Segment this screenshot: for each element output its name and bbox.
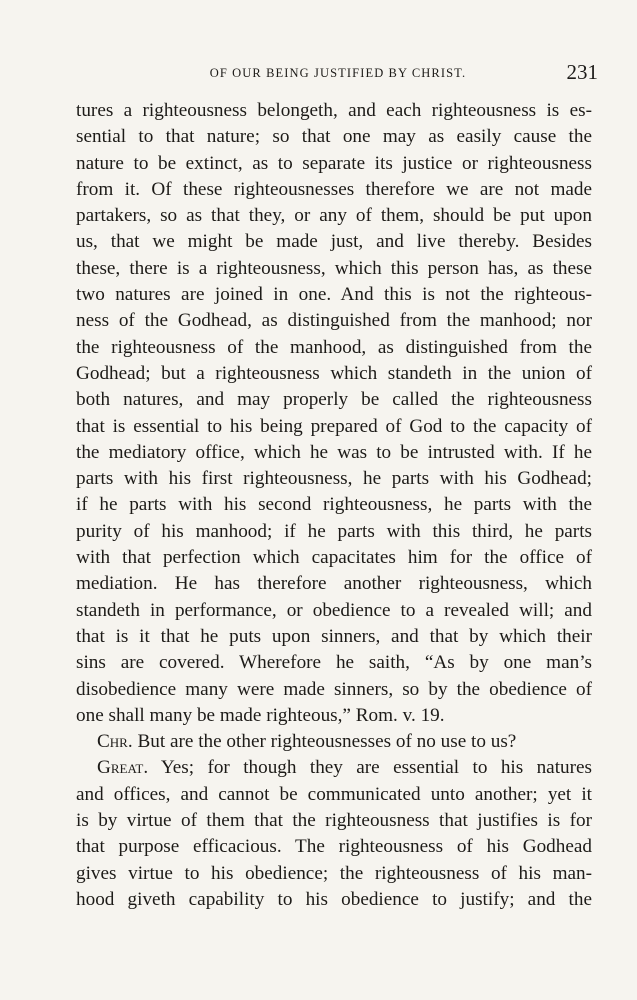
text-line: with that perfection which capacitates him for the office of [76, 547, 592, 569]
page-number: 231 [566, 60, 598, 84]
text-line: that purpose efficacious. The righteousness of his Godhead [76, 836, 592, 858]
text-line: standeth in performance, or obedience to a revealed will; and [76, 599, 592, 621]
text-line: these, there is a righteousness, which this person has, as these [76, 257, 592, 279]
dialogue-line-greatheart [76, 755, 592, 781]
text-line: the righteousness of the manhood, as distinguished from the [76, 336, 592, 358]
text-line: tures a righteousness belongeth, and each righteousness is es- [76, 100, 592, 121]
speaker-label: Great. [97, 757, 149, 779]
text-line: from it. Of these righteousnesses therefore we are not made [76, 178, 592, 200]
text-line: sential to that nature; so that one may as easily cause the [76, 126, 592, 148]
dialogue-text: Yes; for though they are essential to his natures [160, 757, 592, 779]
text-line: sins are covered. Wherefore he saith, “As by one man’s [76, 652, 592, 674]
text-line: is by virtue of them that the righteousness that justifies is for [76, 810, 592, 832]
text-line: one shall many be made righteous,” Rom. v. 19. [76, 704, 445, 726]
speaker-label: Chr. [97, 731, 133, 753]
text-line: parts with his first righteousness, he parts with his Godhead; [76, 468, 592, 490]
text-line: ness of the Godhead, as distinguished from the manhood; nor [76, 310, 592, 332]
text-line: two natures are joined in one. And this is not the righteous- [76, 284, 592, 306]
text-line: and offices, and cannot be communicated unto another; yet it [76, 783, 592, 805]
text-line: partakers, so as that they, or any of them, should be put upon [76, 205, 592, 227]
text-line: Godhead; but a righteousness which standeth in the union of [76, 362, 592, 384]
dialogue-line-christiana [76, 729, 592, 755]
text-line: if he parts with his second righteousness, he parts with the [76, 494, 592, 516]
text-line: nature to be extinct, as to separate its justice or righteousness [76, 152, 592, 174]
running-head [76, 60, 600, 90]
text-line: mediation. He has therefore another righteousness, which [76, 573, 592, 595]
text-line: that is essential to his being prepared of God to the capacity of [76, 415, 592, 437]
dialogue-text: But are the other righteousnesses of no use to us? [137, 731, 517, 753]
running-title: OF OUR BEING JUSTIFIED BY CHRIST. [209, 66, 467, 80]
text-line: gives virtue to his obedience; the righteousness of his man- [76, 862, 592, 884]
text-line: us, that we might be made just, and live thereby. Besides [76, 231, 592, 253]
text-line: disobedience many were made sinners, so by the obedience of [76, 678, 592, 700]
text-line: hood giveth capability to his obedience to justify; and the [76, 888, 592, 910]
text-line: that is it that he puts upon sinners, and that by which their [76, 625, 592, 647]
text-line: purity of his manhood; if he parts with this third, he parts [76, 520, 592, 542]
text-line: the mediatory office, which he was to be intrusted with. If he [76, 441, 592, 463]
body-text [76, 98, 592, 913]
text-line: both natures, and may properly be called the righteousness [76, 389, 592, 411]
